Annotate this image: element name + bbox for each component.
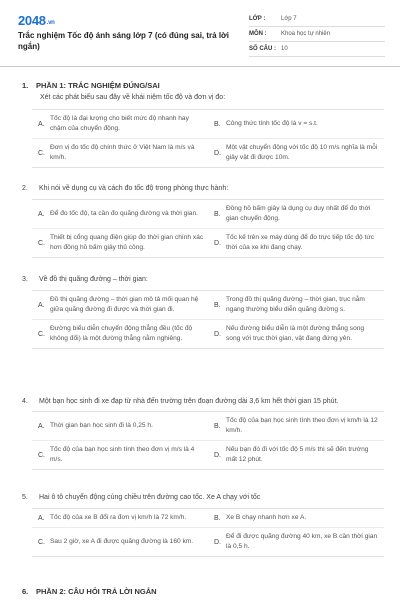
option-text: Tốc độ của bạn học sinh tính theo đơn vị km/h là 12 km/h. [226, 417, 378, 434]
options-row [32, 200, 384, 229]
meta-value: 10 [281, 46, 288, 52]
option-text: Đường biểu diễn chuyển động thẳng đều (tốc độ không đổi) là một đường thẳng nằm nghiêng. [50, 325, 193, 342]
option-letter: C. [38, 239, 45, 247]
question-body: Một bạn học sinh đi xe đạp từ nhà đến trường trên đoạn đường dài 3,6 km hết thời gian 15 phút. [39, 398, 339, 405]
option-c[interactable] [32, 441, 208, 469]
option-d[interactable] [208, 528, 384, 556]
option-text: Để đi được quãng đường 40 km, xe B cần thời gian là 0,5 h. [226, 533, 378, 550]
option-letter: B. [214, 514, 221, 522]
question-body: Hai ô tô chuyển động cùng chiều trên đường cao tốc. Xe A chạy với tốc [39, 494, 261, 501]
option-c[interactable] [32, 139, 208, 167]
section-number: 6. [22, 587, 29, 596]
meta-label: MÔN : [249, 31, 267, 37]
option-a[interactable] [32, 291, 208, 319]
options-row [32, 139, 384, 167]
option-c[interactable] [32, 528, 208, 556]
option-letter: C. [38, 330, 45, 338]
option-b[interactable] [208, 412, 384, 440]
option-text: Thiết bị cổng quang điện giúp đo thời gian chính xác hơn đồng hồ bấm giây thủ công. [50, 234, 204, 251]
meta-row-count [249, 42, 385, 57]
option-a[interactable] [32, 412, 208, 440]
option-a[interactable] [32, 110, 208, 138]
options-row [32, 229, 384, 257]
option-text: Nếu đường biểu diễn là một đường thẳng song song với trục thời gian, vật đang đứng yên. [226, 325, 365, 342]
option-letter: C. [38, 451, 45, 459]
option-letter: D. [214, 149, 221, 157]
option-b[interactable] [208, 200, 384, 228]
question-number: 3. [22, 276, 28, 283]
option-b[interactable] [208, 509, 384, 527]
logo-text: 2048 [18, 13, 46, 28]
option-letter: B. [214, 301, 221, 309]
meta-label: LỚP : [249, 16, 266, 22]
question-number: 2. [22, 185, 28, 192]
option-d[interactable] [208, 139, 384, 167]
options-row [32, 320, 384, 348]
option-letter: C. [38, 538, 45, 546]
option-letter: D. [214, 330, 221, 338]
option-c[interactable] [32, 320, 208, 348]
document-meta [249, 12, 385, 57]
option-text: Tốc độ của bạn học sinh tính theo đơn vị m/s là 4 m/s. [50, 446, 195, 463]
meta-value: Lớp 7 [281, 16, 297, 22]
meta-label: SỐ CÂU : [249, 46, 276, 52]
options-row [32, 412, 384, 441]
option-a[interactable] [32, 509, 208, 527]
options-row [32, 509, 384, 528]
option-d[interactable] [208, 320, 384, 348]
option-c[interactable] [32, 229, 208, 257]
option-d[interactable] [208, 441, 384, 469]
option-letter: B. [214, 120, 221, 128]
question-body: Khi nói về dụng cụ và cách đo tốc độ trong phòng thực hành: [39, 185, 229, 192]
option-letter: D. [214, 451, 221, 459]
option-letter: D. [214, 538, 221, 546]
question-body: Về đồ thị quãng đường – thời gian: [39, 276, 148, 283]
question-text [22, 184, 228, 194]
option-letter: B. [214, 422, 221, 430]
options-row [32, 291, 384, 320]
question-text [22, 493, 260, 503]
option-letter: A. [38, 210, 45, 218]
section-title [22, 81, 160, 90]
option-text: Để đo tốc độ, ta cần đo quãng đường và thời gian. [50, 210, 198, 217]
option-letter: B. [214, 210, 221, 218]
option-text: Sau 2 giờ, xe A đi được quãng đường là 160 km. [50, 538, 194, 545]
options-grid-q4 [32, 411, 384, 470]
options-grid-q5 [32, 508, 384, 557]
option-a[interactable] [32, 200, 208, 228]
option-d[interactable] [208, 229, 384, 257]
question-number: 5. [22, 494, 28, 501]
option-text: Tốc kế trên xe máy dùng để đo trực tiếp tốc độ tức thời của xe khi đang chạy. [226, 234, 375, 251]
section-number: 1. [22, 81, 29, 90]
meta-row-class [249, 12, 385, 27]
option-text: Tốc độ là đại lượng cho biết mức độ nhanh hay chậm của chuyển động. [50, 115, 189, 132]
option-b[interactable] [208, 110, 384, 138]
question-text [22, 275, 148, 285]
option-b[interactable] [208, 291, 384, 319]
option-text: Đồ thị quãng đường – thời gian mô tả mối quan hệ giữa quãng đường đi được và thời gian đi. [50, 296, 199, 313]
option-text: Công thức tính tốc độ là v = s.t. [226, 120, 318, 127]
option-text: Đồng hồ bấm giây là dụng cụ duy nhất để đo thời gian chuyển động. [226, 205, 371, 222]
options-row [32, 528, 384, 556]
question-text [22, 397, 338, 407]
question-text: Xét các phát biểu sau đây về khái niệm tốc độ và đơn vị đo: [40, 94, 226, 101]
options-grid-q3 [32, 290, 384, 349]
option-text: Tốc độ của xe B đổi ra đơn vị km/h là 72 km/h. [50, 514, 187, 521]
option-letter: D. [214, 239, 221, 247]
option-letter: A. [38, 514, 45, 522]
options-grid-q1 [32, 109, 384, 168]
option-text: Đơn vị đo tốc độ chính thức ở Việt Nam là m/s và km/h. [50, 144, 195, 161]
option-letter: C. [38, 149, 45, 157]
options-row [32, 441, 384, 469]
question-number: 4. [22, 398, 28, 405]
option-text: Trong đồ thị quãng đường – thời gian, trục nằm ngang thường biểu diễn quãng đường s. [226, 296, 365, 313]
meta-row-subject [249, 27, 385, 42]
logo-suffix: .vn [46, 20, 55, 26]
site-logo[interactable] [18, 13, 55, 28]
option-text: Thời gian bạn học sinh đi là 0,25 h. [50, 422, 153, 429]
section-title [22, 587, 157, 596]
document-header [0, 0, 400, 67]
meta-value: Khoa học tự nhiên [281, 31, 331, 37]
option-letter: A. [38, 422, 45, 430]
option-letter: A. [38, 120, 45, 128]
option-text: Xe B chạy nhanh hơn xe A. [226, 514, 307, 521]
option-text: Một vật chuyển động với tốc độ 10 m/s nghĩa là mỗi giây vật đi được 10m. [226, 144, 378, 161]
section-title-text: PHẦN 1: TRẮC NGHIỆM ĐÚNG/SAI [36, 81, 160, 90]
options-row [32, 110, 384, 139]
option-letter: A. [38, 301, 45, 309]
page-title: Trắc nghiệm Tốc độ ánh sáng lớp 7 (có đúng sai, trả lời ngắn) [18, 31, 229, 51]
section-title-text: PHẦN 2: CÂU HỎI TRẢ LỜI NGẮN [36, 587, 157, 596]
options-grid-q2 [32, 199, 384, 258]
option-text: Nếu bạn đó đi với tốc độ 5 m/s thì sẽ đến trường mất 12 phút. [226, 446, 369, 463]
